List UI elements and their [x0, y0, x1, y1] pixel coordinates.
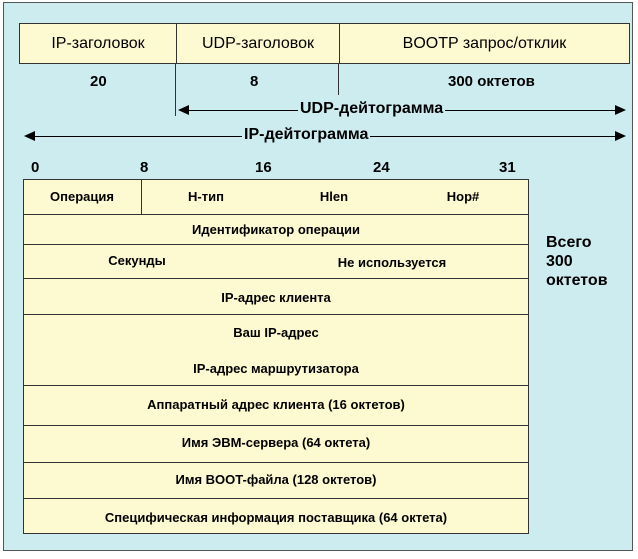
total-line-2: 300	[546, 253, 573, 270]
transaction-id-field: Идентификатор операции	[192, 222, 360, 237]
bootp-size: 300 октетов	[448, 73, 535, 90]
seconds-field: Секунды	[108, 253, 166, 268]
hlen-field: Hlen	[319, 189, 349, 204]
udp-boundary-line	[175, 63, 176, 116]
bit-0: 0	[31, 159, 40, 176]
ip-header-cell: IP-заголовок	[51, 34, 145, 52]
bit-16: 16	[255, 159, 272, 176]
encapsulation-row	[19, 23, 630, 64]
udp-header-size: 8	[250, 73, 259, 90]
row-divider	[24, 278, 528, 279]
op-field: Операция	[50, 189, 114, 204]
row-divider	[24, 462, 528, 463]
arrow-right-icon	[615, 131, 626, 141]
bit-24: 24	[373, 159, 390, 176]
boot-file-field: Имя BOOT-файла (128 октетов)	[175, 472, 377, 487]
bootp-cell: BOOTP запрос/отклик	[402, 34, 567, 52]
udp-span-label: UDP-дейтограмма	[300, 100, 444, 117]
ip-span-label: IP-дейтограмма	[244, 126, 369, 143]
arrow-left-icon	[24, 131, 35, 141]
row-divider	[24, 385, 528, 386]
ip-header-size: 20	[90, 73, 107, 90]
bit-8: 8	[140, 159, 149, 176]
client-ip-field: IP-адрес клиента	[221, 290, 331, 305]
bit-31: 31	[499, 159, 516, 176]
your-ip-field: Ваш IP-адрес	[233, 325, 319, 340]
server-name-field: Имя ЭВМ-сервера (64 октета)	[181, 435, 371, 450]
vendor-info-field: Специфическая информация поставщика (64 октета)	[104, 510, 448, 525]
row-divider	[24, 314, 528, 315]
arrow-left-icon	[178, 105, 189, 115]
arrow-right-icon	[615, 105, 626, 115]
bootp-packet-layout	[23, 179, 529, 534]
row-divider	[24, 214, 528, 215]
row-divider	[24, 425, 528, 426]
total-size-note	[546, 233, 608, 290]
hops-field: Hop#	[446, 189, 480, 204]
hardware-address-field: Аппаратный адрес клиента (16 октетов)	[147, 397, 405, 412]
bootp-boundary-line	[338, 63, 339, 95]
router-ip-field: IP-адрес маршрутизатора	[193, 361, 359, 376]
udp-header-cell: UDP-заголовок	[201, 34, 314, 52]
row-divider	[24, 244, 528, 245]
total-line-1: Всего	[546, 234, 592, 251]
diagram-frame	[3, 2, 633, 551]
unused-field: Не используется	[337, 255, 447, 270]
total-line-3: октетов	[546, 272, 608, 289]
htype-field: Н-тип	[188, 189, 224, 204]
row-divider	[24, 498, 528, 499]
